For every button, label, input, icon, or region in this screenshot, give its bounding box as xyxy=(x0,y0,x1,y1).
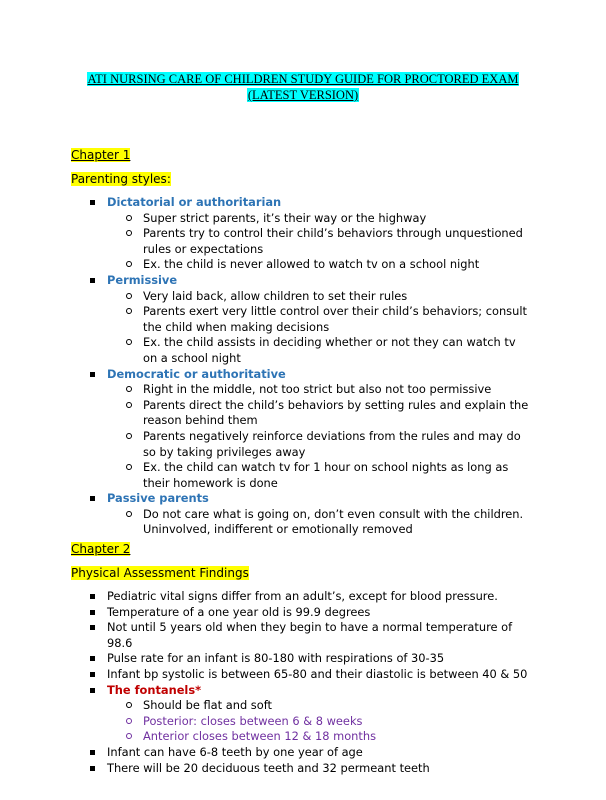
sub-list-item: Parents negatively reinforce deviations from the rules and may do so by taking privileges away xyxy=(0,429,606,460)
sub-list-item: Parents direct the child’s behaviors by setting rules and explain the reason behind them xyxy=(0,398,606,429)
square-bullet-icon xyxy=(90,750,95,755)
circle-bullet-icon xyxy=(126,718,132,724)
document-title xyxy=(60,71,546,103)
list-item: Passive parents xyxy=(0,491,606,507)
list-item: Pulse rate for an infant is 80-180 with respirations of 30-35 xyxy=(0,651,606,667)
circle-bullet-icon xyxy=(126,702,132,708)
square-bullet-icon xyxy=(90,672,95,677)
list-item: Dictatorial or authoritarian xyxy=(0,195,606,211)
circle-bullet-icon xyxy=(126,464,132,470)
square-bullet-icon xyxy=(90,656,95,661)
parenting-styles-heading: Parenting styles: xyxy=(71,172,171,186)
circle-bullet-icon xyxy=(126,339,132,345)
parenting-styles-list xyxy=(0,195,606,538)
circle-bullet-icon xyxy=(126,215,132,221)
circle-bullet-icon xyxy=(126,308,132,314)
chapter-2-heading: Chapter 2 xyxy=(71,542,131,556)
list-item: Not until 5 years old when they begin to have a normal temperature of 98.6 xyxy=(0,620,606,651)
sub-list-item: Ex. the child assists in deciding whether or not they can watch tv on a school night xyxy=(0,335,606,366)
circle-bullet-icon xyxy=(126,433,132,439)
square-bullet-icon xyxy=(90,688,95,693)
physical-assessment-list xyxy=(0,589,606,776)
circle-bullet-icon xyxy=(126,261,132,267)
circle-bullet-icon xyxy=(126,733,132,739)
sub-list-item: Right in the middle, not too strict but also not too permissive xyxy=(0,382,606,398)
list-item: The fontanels* xyxy=(0,683,606,699)
title-line-2: (LATEST VERSION) xyxy=(247,88,359,102)
list-item: Democratic or authoritative xyxy=(0,367,606,383)
sub-list-item: Super strict parents, it’s their way or the highway xyxy=(0,211,606,227)
circle-bullet-icon xyxy=(126,293,132,299)
sub-list-item: Anterior closes between 12 & 18 months xyxy=(0,729,606,745)
sub-list-item: Parents exert very little control over their child’s behaviors; consult the child when making decisions xyxy=(0,304,606,335)
chapter-1-heading: Chapter 1 xyxy=(71,148,131,162)
square-bullet-icon xyxy=(90,766,95,771)
sub-list-item: Very laid back, allow children to set their rules xyxy=(0,289,606,305)
list-item: Infant can have 6-8 teeth by one year of age xyxy=(0,745,606,761)
title-line-1: ATI NURSING CARE OF CHILDREN STUDY GUIDE FOR PROCTORED EXAM xyxy=(87,72,519,86)
sub-list-item: Ex. the child can watch tv for 1 hour on school nights as long as their homework is done xyxy=(0,460,606,491)
square-bullet-icon xyxy=(90,594,95,599)
list-item: Pediatric vital signs differ from an adult’s, except for blood pressure. xyxy=(0,589,606,605)
list-item: Permissive xyxy=(0,273,606,289)
square-bullet-icon xyxy=(90,496,95,501)
circle-bullet-icon xyxy=(126,386,132,392)
square-bullet-icon xyxy=(90,610,95,615)
circle-bullet-icon xyxy=(126,511,132,517)
sub-list-item: Ex. the child is never allowed to watch tv on a school night xyxy=(0,257,606,273)
list-item: Temperature of a one year old is 99.9 degrees xyxy=(0,605,606,621)
circle-bullet-icon xyxy=(126,402,132,408)
list-item: Infant bp systolic is between 65-80 and their diastolic is between 40 & 50 xyxy=(0,667,606,683)
sub-list-item: Should be flat and soft xyxy=(0,698,606,714)
square-bullet-icon xyxy=(90,200,95,205)
list-item: There will be 20 deciduous teeth and 32 permeant teeth xyxy=(0,761,606,777)
sub-list-item: Posterior: closes between 6 & 8 weeks xyxy=(0,714,606,730)
physical-assessment-heading: Physical Assessment Findings xyxy=(71,566,249,580)
sub-list-item: Parents try to control their child’s behaviors through unquestioned rules or expectations xyxy=(0,226,606,257)
sub-list-item: Do not care what is going on, don’t even consult with the children. Uninvolved, indifferent or emotionally removed xyxy=(0,507,606,538)
square-bullet-icon xyxy=(90,372,95,377)
circle-bullet-icon xyxy=(126,230,132,236)
square-bullet-icon xyxy=(90,625,95,630)
square-bullet-icon xyxy=(90,278,95,283)
